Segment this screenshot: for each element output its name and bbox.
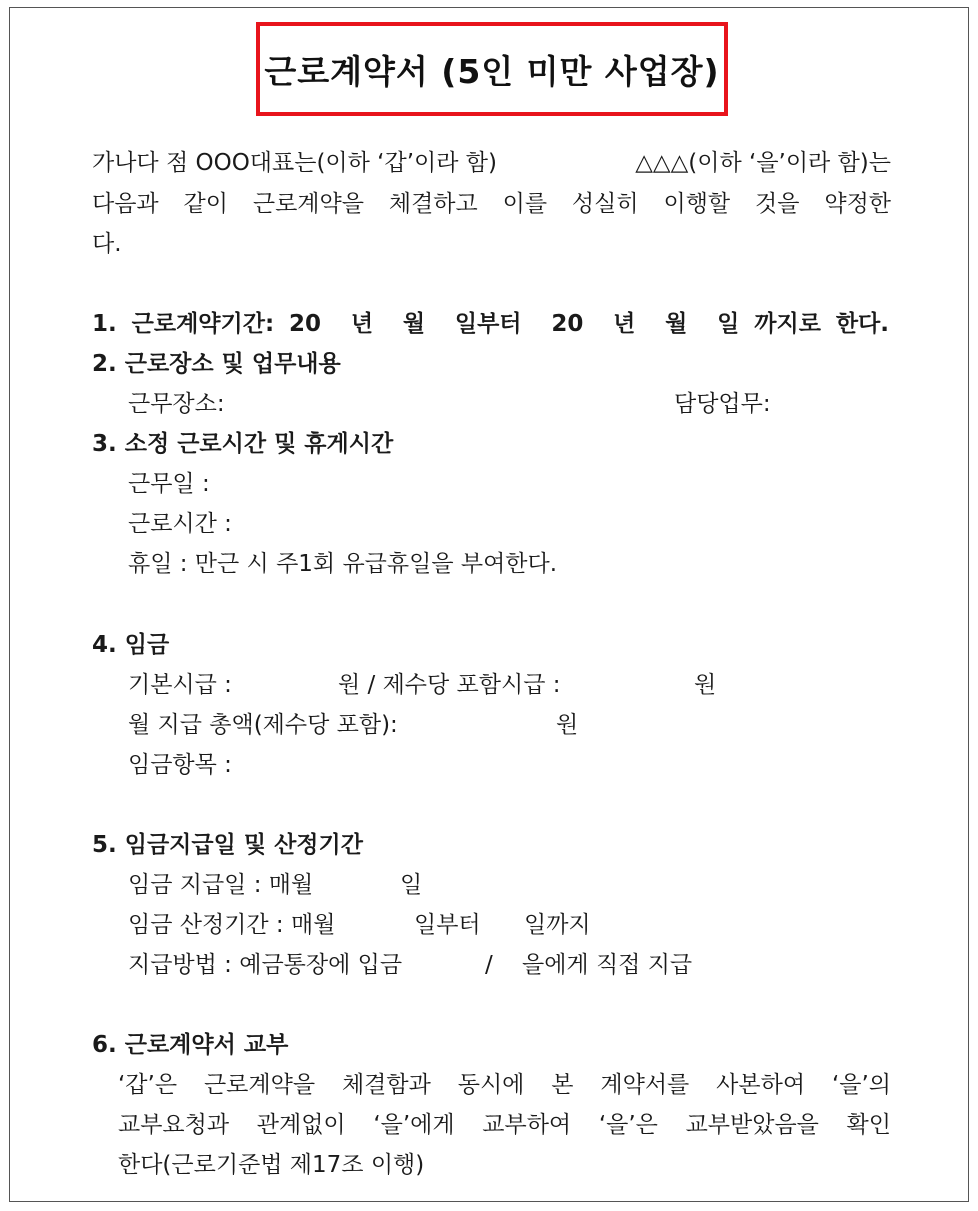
duty-label: 담당업무: <box>674 391 771 417</box>
intro-line-1 <box>92 148 891 178</box>
section-1-contract-period: 1. 근로계약기간: 20 년 월 일부터 20 년 월 일 까지로 한다. <box>92 311 889 337</box>
monthly-total-label: 월 지급 총액(제수당 포함): <box>128 712 398 738</box>
document-frame <box>9 7 969 1202</box>
section-6-line-2: 교부요청과 관계없이 ‘을’에게 교부하여 ‘을’은 교부받았음을 확인 <box>118 1112 891 1138</box>
section-4-heading: 4. 임금 <box>92 632 170 658</box>
work-place-label: 근무장소: <box>128 391 225 417</box>
intro-line-1b: △△△(이하 ‘을’이라 함)는 <box>635 150 891 176</box>
section-5-heading: 5. 임금지급일 및 산정기간 <box>92 832 363 858</box>
title-box <box>256 22 728 116</box>
wage-items-label: 임금항목 : <box>128 752 232 778</box>
payday-label: 임금 지급일 : 매월 <box>128 872 314 898</box>
section-6-line-3: 한다(근로기준법 제17조 이행) <box>118 1152 425 1178</box>
pay-method-direct: 을에게 직접 지급 <box>522 952 693 978</box>
intro-line-1a: 가나다 점 OOO대표는(이하 ‘갑’이라 함) <box>92 150 497 176</box>
pay-method-label: 지급방법 : 예금통장에 입금 <box>128 952 403 978</box>
pay-period-to: 일까지 <box>524 912 591 938</box>
base-wage-label: 기본시급 : <box>128 672 232 698</box>
base-wage-won: 원 / 제수당 포함시급 : <box>338 672 561 698</box>
payday-unit: 일 <box>400 872 423 898</box>
section-3-heading: 3. 소정 근로시간 및 휴게시간 <box>92 431 394 457</box>
intro-line-2: 다음과 같이 근로계약을 체결하고 이를 성실히 이행할 것을 약정한 <box>92 191 891 217</box>
intro-line-3: 다. <box>92 231 122 257</box>
section-6-line-1: ‘갑’은 근로계약을 체결함과 동시에 본 계약서를 사본하여 ‘을’의 <box>118 1072 891 1098</box>
document-title: 근로계약서 (5인 미만 사업장) <box>264 51 720 91</box>
pay-method-slash: / <box>485 952 493 978</box>
section-6-heading: 6. 근로계약서 교부 <box>92 1032 289 1058</box>
pay-period-from: 일부터 <box>414 912 481 938</box>
work-hours-label: 근로시간 : <box>128 511 232 537</box>
section-2-heading: 2. 근로장소 및 업무내용 <box>92 351 341 377</box>
holiday-text: 휴일 : 만근 시 주1회 유급휴일을 부여한다. <box>128 551 558 577</box>
incl-wage-won: 원 <box>694 672 717 698</box>
monthly-total-won: 원 <box>556 712 579 738</box>
pay-period-label: 임금 산정기간 : 매월 <box>128 912 336 938</box>
work-days-label: 근무일 : <box>128 471 210 497</box>
